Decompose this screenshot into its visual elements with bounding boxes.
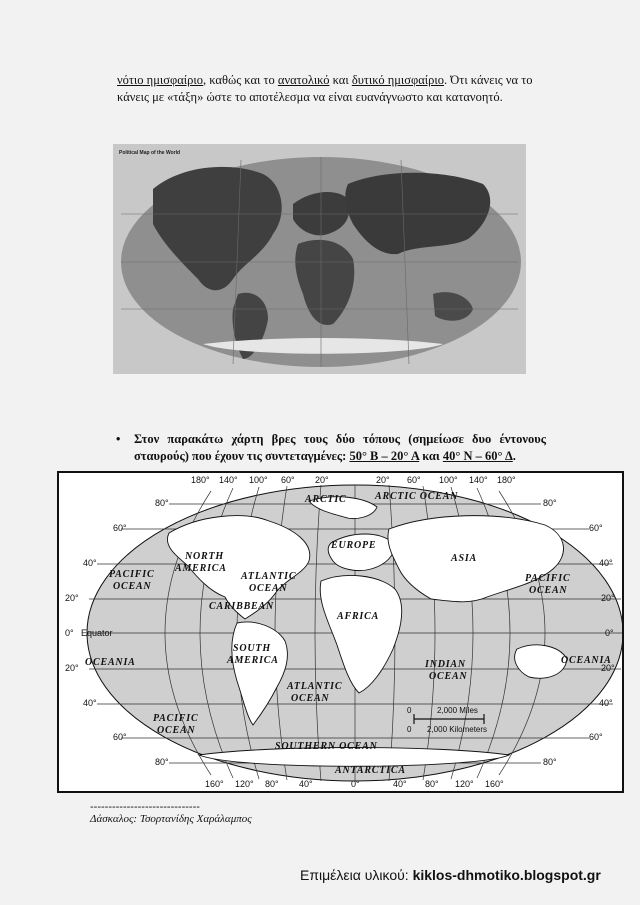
label-ocean-5: OCEAN	[291, 693, 330, 704]
deg-left: 80°	[155, 498, 169, 508]
deg-right: 80°	[543, 757, 557, 767]
top-degree-labels	[191, 475, 516, 485]
deg-left: 60°	[113, 732, 127, 742]
deg-left: 20°	[65, 663, 79, 673]
scale-miles: 2,000 Miles	[437, 706, 478, 715]
photo-map-title: Political Map of the World	[119, 150, 181, 156]
label-oceania-2: OCEANIA	[561, 655, 612, 666]
label-pacific-3: PACIFIC	[153, 713, 199, 724]
label-indian: INDIAN	[425, 659, 466, 670]
deg-left: 20°	[65, 593, 79, 603]
deg-top: 100°	[439, 475, 458, 485]
deg-left: 0°	[65, 628, 74, 638]
deg-top: 20°	[376, 475, 390, 485]
intro-paragraph	[117, 72, 557, 106]
deg-bottom: 120°	[455, 779, 474, 789]
scale-zero-bottom: 0	[407, 725, 412, 734]
deg-right: 60°	[589, 523, 603, 533]
credit-line	[300, 867, 601, 883]
label-arctic-ocean: ARCTIC OCEAN	[375, 491, 459, 502]
intro-text: , καθώς και το	[202, 73, 278, 87]
label-ocean-1: OCEAN	[113, 581, 152, 592]
deg-bottom: 160°	[205, 779, 224, 789]
deg-top: 60°	[281, 475, 295, 485]
label-ocean-4: OCEAN	[429, 671, 468, 682]
label-ocean-3: OCEAN	[249, 583, 288, 594]
deg-bottom: 80°	[265, 779, 279, 789]
deg-top: 60°	[407, 475, 421, 485]
deg-top: 180°	[497, 475, 516, 485]
label-ocean-6: OCEAN	[157, 725, 196, 736]
political-world-map-image	[113, 144, 526, 374]
teacher-name: Δάσκαλος: Τσορτανίδης Χαράλαμπος	[90, 813, 252, 825]
deg-right: 40°	[599, 558, 613, 568]
task-text: Στον παρακάτω χάρτη βρες τους δύο τόπους (σημείωσε δυο έντονους σταυρούς) που έχουν τις συντεταγμένες:	[134, 432, 546, 463]
deg-right: 40°	[599, 698, 613, 708]
task-end: .	[512, 449, 516, 463]
deg-top: 20°	[315, 475, 329, 485]
intro-text: . Ότι κάνεις να το κάνεις με «τάξη» ώστε το αποτέλεσμα να είναι ευανάγνωστο και κατανοητό.	[117, 73, 533, 104]
label-antarctica: ANTARCTICA	[335, 765, 406, 776]
label-america-2: AMERICA	[227, 655, 279, 666]
west-hemisphere-text: δυτικό ημισφαίριο	[351, 73, 445, 87]
deg-right: 60°	[589, 732, 603, 742]
coordinate-2: 40° Ν – 60° Δ	[442, 449, 513, 463]
deg-left: 40°	[83, 698, 97, 708]
deg-left: 80°	[155, 757, 169, 767]
label-south: SOUTH	[233, 643, 271, 654]
outline-world-map	[57, 471, 624, 793]
east-text: ανατολικό	[277, 73, 330, 87]
deg-bottom: 40°	[393, 779, 407, 789]
label-atlantic-2: ATLANTIC	[287, 681, 343, 692]
task-joiner: και	[419, 449, 443, 463]
label-ocean-2: OCEAN	[529, 585, 568, 596]
bullet-icon: •	[116, 432, 121, 446]
label-north: NORTH	[185, 551, 224, 562]
deg-top: 140°	[469, 475, 488, 485]
deg-bottom: 40°	[299, 779, 313, 789]
scale-zero-top: 0	[407, 706, 412, 715]
deg-bottom: 120°	[235, 779, 254, 789]
deg-bottom: 80°	[425, 779, 439, 789]
deg-left: 60°	[113, 523, 127, 533]
equator-label: Equator	[81, 628, 113, 638]
deg-right: 20°	[601, 663, 615, 673]
deg-right: 0°	[605, 628, 614, 638]
scale-km: 2,000 Kilometers	[427, 725, 488, 734]
deg-top: 140°	[219, 475, 238, 485]
label-pacific-2: PACIFIC	[525, 573, 571, 584]
credit-label: Επιμέλεια υλικού:	[300, 867, 413, 883]
coordinate-1: 50° Β – 20° Α	[349, 449, 420, 463]
label-oceania-1: OCEANIA	[85, 657, 136, 668]
label-europe: EUROPE	[331, 540, 377, 551]
task-instruction	[118, 431, 546, 465]
label-africa: AFRICA	[337, 611, 380, 622]
deg-top: 100°	[249, 475, 268, 485]
south-hemisphere-text: νότιο ημισφαίριο	[117, 73, 203, 87]
label-arctic: ARCTIC	[305, 494, 347, 505]
deg-bottom: 160°	[485, 779, 504, 789]
label-southern-ocean: SOUTHERN OCEAN	[275, 741, 378, 752]
label-america: AMERICA	[175, 563, 227, 574]
label-asia: ASIA	[451, 553, 477, 564]
label-pacific-1: PACIFIC	[109, 569, 155, 580]
deg-left: 40°	[83, 558, 97, 568]
deg-bottom: 0°	[351, 779, 360, 789]
deg-right: 80°	[543, 498, 557, 508]
deg-top: 180°	[191, 475, 210, 485]
deg-right: 20°	[601, 593, 615, 603]
label-caribbean: CARIBBEAN	[209, 601, 275, 612]
footer-divider: ------------------------------	[90, 801, 200, 813]
credit-site: kiklos-dhmotiko.blogspot.gr	[412, 867, 601, 883]
intro-text: και	[329, 73, 352, 87]
label-atlantic-1: ATLANTIC	[241, 571, 297, 582]
